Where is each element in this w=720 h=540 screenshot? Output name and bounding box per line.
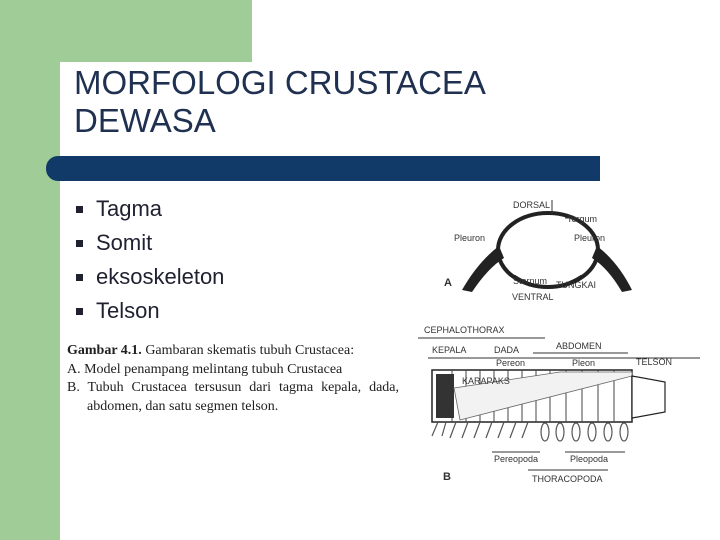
cross-section-diagram	[444, 200, 632, 302]
appendages	[432, 422, 628, 441]
dorsal-label: DORSAL	[513, 200, 551, 210]
tungkai-label: TUNGKAI	[556, 280, 597, 290]
diagram-b-letter: B	[443, 471, 451, 483]
dada-label: DADA	[494, 345, 520, 355]
telson-shape	[632, 376, 665, 418]
pereon-label: Pereon	[496, 358, 526, 368]
figure-label: Gambar 4.1.	[67, 343, 142, 358]
figure-text: Gambaran skematis tubuh Crustacea:	[141, 343, 355, 358]
bullet-text: Somit	[96, 230, 153, 255]
abdomen-label: ABDOMEN	[556, 341, 602, 351]
cephalothorax-label: CEPHALOTHORAX	[424, 325, 505, 335]
karapaks-label: KARAPAKS	[462, 376, 510, 386]
pleuron-right-label: Pleuron	[574, 233, 606, 243]
thoracopoda-label: THORACOPODA	[532, 474, 603, 484]
carapace-shading	[436, 374, 454, 418]
body-segment-diagram	[418, 325, 700, 484]
tergum-label: Tergum	[567, 214, 598, 224]
bullet-text: eksoskeleton	[96, 264, 225, 289]
ventral-label: VENTRAL	[512, 292, 554, 302]
caption-line-a: A. Model penampang melintang tubuh Crustacea	[67, 361, 343, 377]
bullet-text: Telson	[96, 298, 160, 323]
bullet-text: Tagma	[96, 196, 163, 221]
pleuron-left-label: Pleuron	[454, 233, 486, 243]
kepala-label: KEPALA	[432, 345, 467, 355]
left-leg-shape	[462, 246, 504, 292]
pleopoda-label: Pleopoda	[570, 454, 609, 464]
title-line-2: DEWASA	[74, 102, 216, 139]
pereopoda-label: Pereopoda	[494, 454, 539, 464]
right-leg-shape	[592, 246, 632, 292]
sternum-label: Sternum	[513, 276, 548, 286]
pleon-label: Pleon	[572, 358, 596, 368]
title-line-1: MORFOLOGI CRUSTACEA	[74, 64, 486, 101]
caption-line-b: B. Tubuh Crustacea tersusun dari tagma kepala, dada, abdomen, dan satu segmen telson.	[67, 380, 399, 414]
diagram-a-letter: A	[444, 277, 452, 289]
telson-label: TELSON	[636, 357, 673, 367]
